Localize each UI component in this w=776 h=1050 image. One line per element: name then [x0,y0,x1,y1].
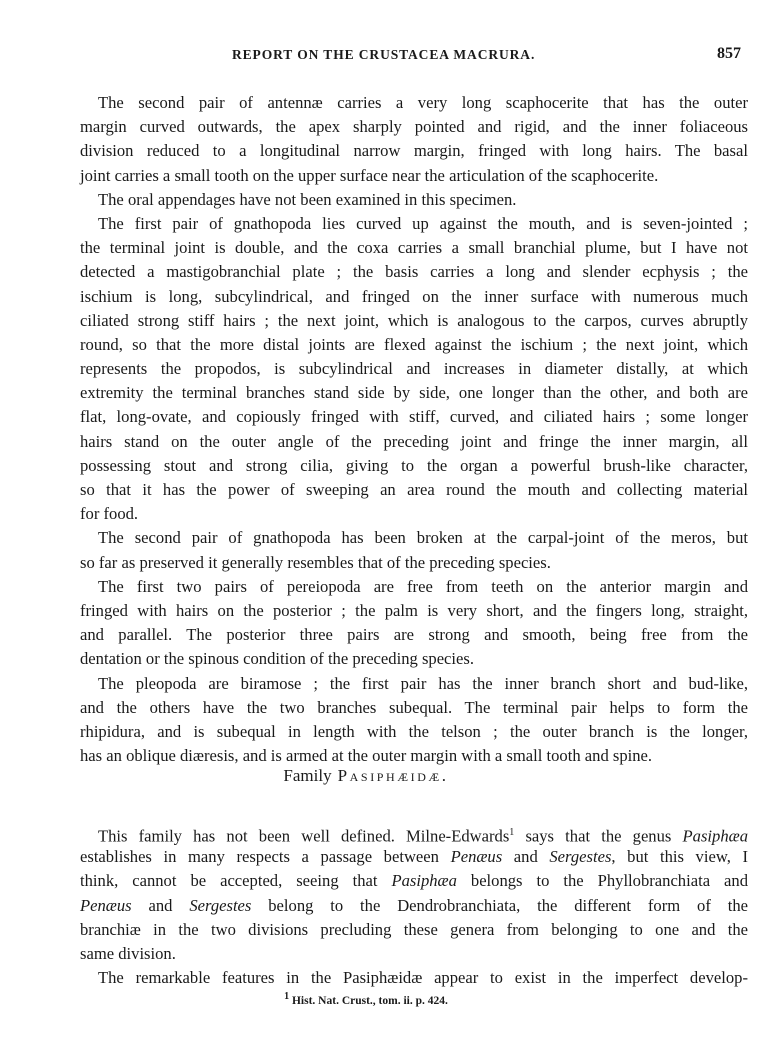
italic-taxon: Penæus [80,895,132,915]
text-line [80,164,748,188]
text-segment: This family has not been well defined. Milne-Edwards [98,826,510,846]
text-segment: division reduced to a longitudinal narrow margin, fringed with long hairs. The basal [80,141,748,161]
text-line [80,672,748,696]
footnote-reference: 1 [509,827,515,838]
text-line [80,430,748,454]
text-segment: and parallel. The posterior three pairs are strong and smooth, being free from the [80,625,748,645]
text-line [80,236,748,260]
text-segment: The oral appendages have not been examined in this specimen. [98,189,517,209]
text-line [80,623,748,647]
text-segment: has an oblique diæresis, and is armed at the outer margin with a small tooth and spine. [80,746,653,766]
running-head [0,47,776,67]
page-number: 857 [717,45,741,62]
text-line [80,720,748,744]
text-segment: represents the propodos, is subcylindrical and increases in diameter distally, at which [80,359,748,379]
body-text-section-2 [80,821,748,990]
text-line [80,478,748,502]
text-segment: dentation or the spinous condition of the preceding species. [80,649,475,669]
text-line [80,139,748,163]
text-segment: hairs stand on the outer angle of the preceding joint and fringe the inner margin, all [80,431,748,451]
text-segment: belong to the Dendrobranchiata, the different form of the [251,895,748,915]
running-head-title: REPORT ON THE CRUSTACEA MACRURA. [232,47,536,62]
text-segment: The second pair of gnathopoda has been broken at the carpal-joint of the meros, but [98,528,748,548]
italic-taxon: Sergestes [549,847,612,867]
section-heading [0,766,776,786]
text-segment: The first pair of gnathopoda lies curved up against the mouth, and is seven-jointed ; [98,213,748,233]
text-segment: ischium is long, subcylindrical, and fringed on the inner surface with numerous much [80,286,748,306]
text-segment: think, cannot be accepted, seeing that [80,871,392,891]
footnote-marker: 1 [284,991,290,1002]
text-segment: round, so that the more distal joints are flexed against the ischium ; the next joint, which [80,334,748,354]
heading-prefix: Family [283,766,332,785]
text-segment: belongs to the Phyllobranchiata and [456,871,748,891]
text-segment: says that the genus [514,826,683,846]
text-line [80,894,748,918]
italic-taxon: Pasiphæa [682,826,748,846]
text-line [80,845,748,869]
italic-taxon: Sergestes [189,895,252,915]
text-segment: ciliated strong stiff hairs ; the next joint, which is analogous to the carpos, curves abruptly [80,310,748,330]
text-segment: rhipidura, and is subequal in length with the telson ; the outer branch is the longer, [80,721,748,741]
text-segment: establishes in many respects a passage between [80,847,451,867]
text-line [80,502,748,526]
text-line [80,115,748,139]
text-segment: the terminal joint is double, and the coxa carries a small branchial plume, but I have not [80,238,748,258]
body-text-section-1 [80,91,748,768]
text-segment: for food. [80,504,139,524]
text-line [80,966,748,990]
text-line [80,285,748,309]
text-line [80,744,748,768]
text-line [80,309,748,333]
text-line [80,405,748,429]
text-line [80,942,748,966]
text-segment: flat, long-ovate, and copiously fringed with stiff, curved, and ciliated hairs ; some longer [80,407,748,427]
text-segment: The first two pairs of pereiopoda are free from teeth on the anterior margin and [98,576,748,596]
text-line [80,260,748,284]
text-segment: possessing stout and strong cilia, giving to the organ a powerful brush-like character, [80,455,748,475]
text-segment: The second pair of antennæ carries a very long scaphocerite that has the outer [98,93,748,112]
text-line [80,696,748,720]
footnote-text: Hist. Nat. Crust., tom. ii. p. 424. [289,994,448,1007]
text-line [80,918,748,942]
italic-taxon: Penæus [450,847,503,867]
text-line [80,551,748,575]
text-segment: detected a mastigobranchial plate ; the basis carries a long and slender ecphysis ; the [80,262,748,282]
text-segment: and [502,847,550,867]
text-line [80,333,748,357]
text-segment: extremity the terminal branches stand side by side, one longer than the other, and both are [80,383,748,403]
text-segment: so that it has the power of sweeping an area round the mouth and collecting material [80,480,748,499]
text-segment: branchiæ in the two divisions precluding these genera from belonging to one and the [80,919,748,939]
text-line [80,381,748,405]
text-line [80,869,748,893]
text-line [80,599,748,623]
text-line [80,91,748,115]
text-segment: so far as preserved it generally resembles that of the preceding species. [80,552,551,572]
text-segment: same division. [80,943,176,963]
italic-taxon: Pasiphæa [391,871,457,891]
text-line [80,188,748,212]
text-line [80,454,748,478]
text-segment: joint carries a small tooth on the upper surface near the articulation of the scaphocerite. [80,165,659,185]
heading-family-name: Pasiphæidæ. [337,766,449,785]
text-line [80,647,748,671]
text-segment: fringed with hairs on the posterior ; the palm is very short, and the fingers long, straight, [80,600,748,620]
text-line [80,526,748,550]
text-line [80,357,748,381]
text-line [80,212,748,236]
text-line [80,821,748,845]
text-segment: The remarkable features in the Pasiphæidæ appear to exist in the imperfect develop- [98,968,748,988]
text-segment: margin curved outwards, the apex sharply pointed and rigid, and the inner foliaceous [80,117,748,137]
text-segment: , but this view, I [611,847,748,867]
text-line [80,575,748,599]
text-segment: and the others have the two branches subequal. The terminal pair helps to form the [80,697,748,717]
footnote [0,991,776,1007]
text-segment: The pleopoda are biramose ; the first pair has the inner branch short and bud-like, [98,673,748,693]
text-segment: and [131,895,190,915]
